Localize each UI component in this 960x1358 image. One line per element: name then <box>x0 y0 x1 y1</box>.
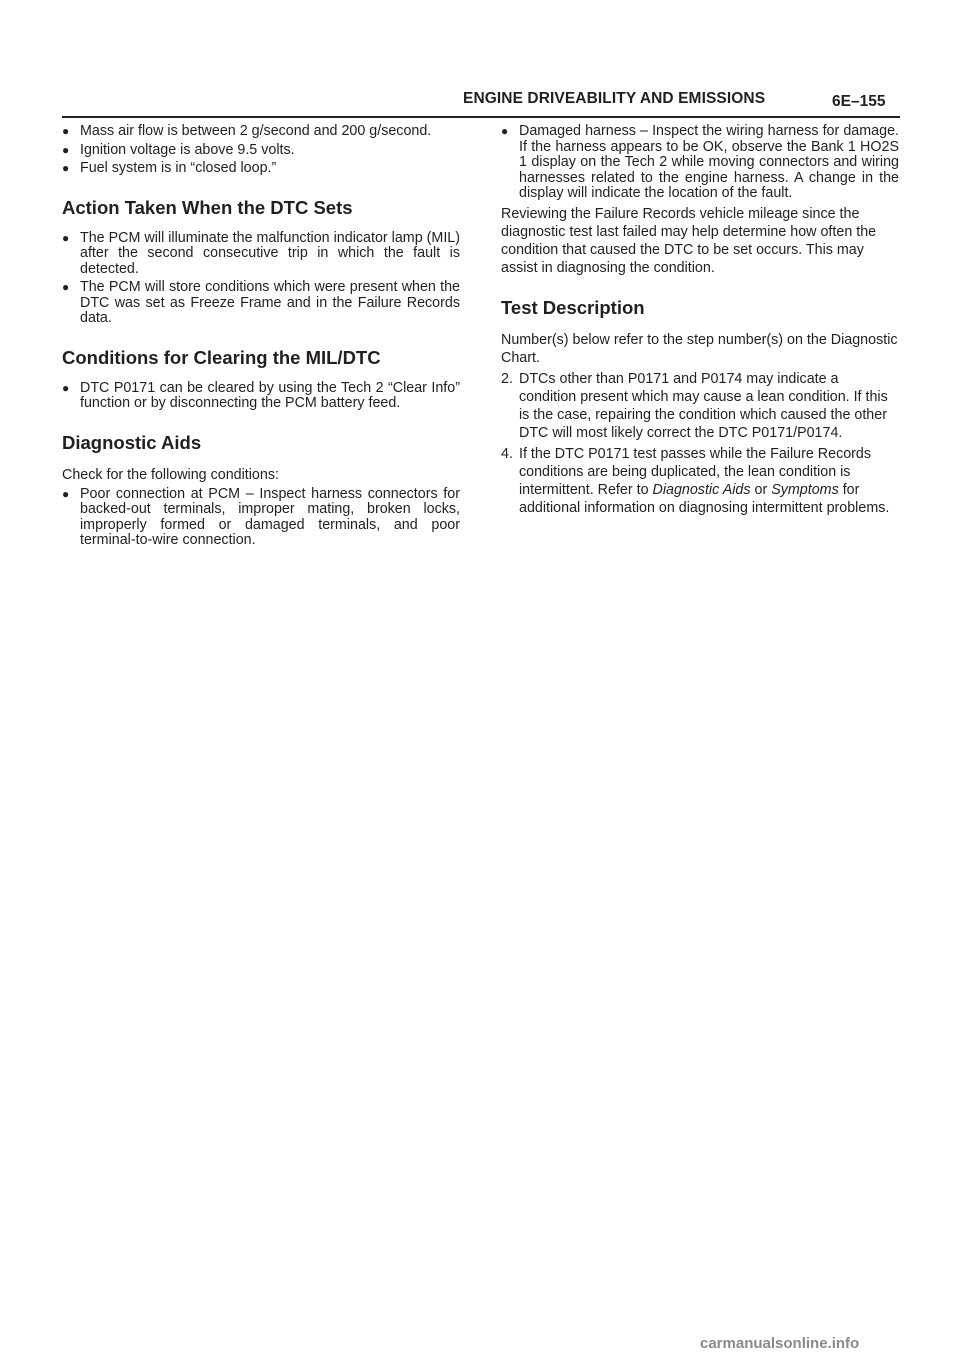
aids-intro: Check for the following conditions: <box>62 466 279 483</box>
bullet-icon: ● <box>62 280 70 294</box>
list-item: ● Mass air flow is between 2 g/second and 200 g/second. <box>62 123 432 139</box>
list-item: ● Ignition voltage is above 9.5 volts. <box>62 141 295 158</box>
section-heading-diagnostic-aids: Diagnostic Aids <box>62 431 202 453</box>
step-item: 2. DTCs other than P0171 and P0174 may indicate a condition present which may cause a lean condition. If this is the case, repairing the condition which caused the other DTC will most likely correct the DTC P0171/P0174. <box>501 370 888 441</box>
page-header-title: ENGINE DRIVEABILITY AND EMISSIONS <box>463 90 766 107</box>
ref-diagnostic-aids: Diagnostic Aids <box>652 481 751 498</box>
bullet-icon: ● <box>62 380 70 395</box>
section-heading-clearing: Conditions for Clearing the MIL/DTC <box>62 346 381 368</box>
mileage-paragraph: Reviewing the Failure Records vehicle mileage since the diagnostic test last failed may help determine how often the condition that caused the DTC to be set occurs. This may assist in diagnosing the condition. <box>501 205 877 276</box>
list-item: ● The PCM will store conditions which were present when the DTC was set as Freeze Frame and in the Failure Records data. <box>62 279 460 326</box>
list-item: ● Damaged harness – Inspect the wiring harness for damage. If the harness appears to be OK, observe the Bank 1 HO2S 1 display on the Tech 2 while moving connectors and wiring harnesses related to the engine harness. A change in the display will indicate the location of the fault. <box>501 123 899 201</box>
bullet-icon: ● <box>62 161 70 175</box>
section-heading-test-description: Test Description <box>501 296 645 318</box>
list-item: ● DTC P0171 can be cleared by using the Tech 2 “Clear Info” function or by disconnecting the PCM battery feed. <box>62 379 460 411</box>
watermark: carmanualsonline.info <box>700 1335 860 1352</box>
list-item: ● Poor connection at PCM – Inspect harness connectors for backed-out terminals, improper mating, broken locks, improperly formed or damaged terminals, and poor terminal-to-wire connection. <box>62 485 460 548</box>
bullet-icon: ● <box>62 230 70 245</box>
test-intro: Number(s) below refer to the step number(s) on the Diagnostic Chart. <box>501 331 898 366</box>
bullet-icon: ● <box>62 142 70 157</box>
ref-symptoms: Symptoms <box>771 481 839 498</box>
left-column <box>62 124 460 552</box>
bullet-icon: ● <box>501 124 509 138</box>
list-item: ● The PCM will illuminate the malfunction indicator lamp (MIL) after the second consecutive trip in which the fault is detected. <box>62 229 460 277</box>
bullet-icon: ● <box>62 486 70 501</box>
page-number: 6E–155 <box>832 93 886 110</box>
header-rule <box>62 116 900 118</box>
bullet-icon: ● <box>62 124 70 138</box>
section-heading-action: Action Taken When the DTC Sets <box>62 196 353 218</box>
right-column <box>501 124 899 520</box>
list-item: ● Fuel system is in “closed loop.” <box>62 160 277 176</box>
step-item: 4. If the DTC P0171 test passes while the Failure Records conditions are being duplicated, the lean condition is intermittent. Refer to Diagnostic Aids or Symptoms for additional information on diagnosing intermittent problems. <box>501 445 890 516</box>
